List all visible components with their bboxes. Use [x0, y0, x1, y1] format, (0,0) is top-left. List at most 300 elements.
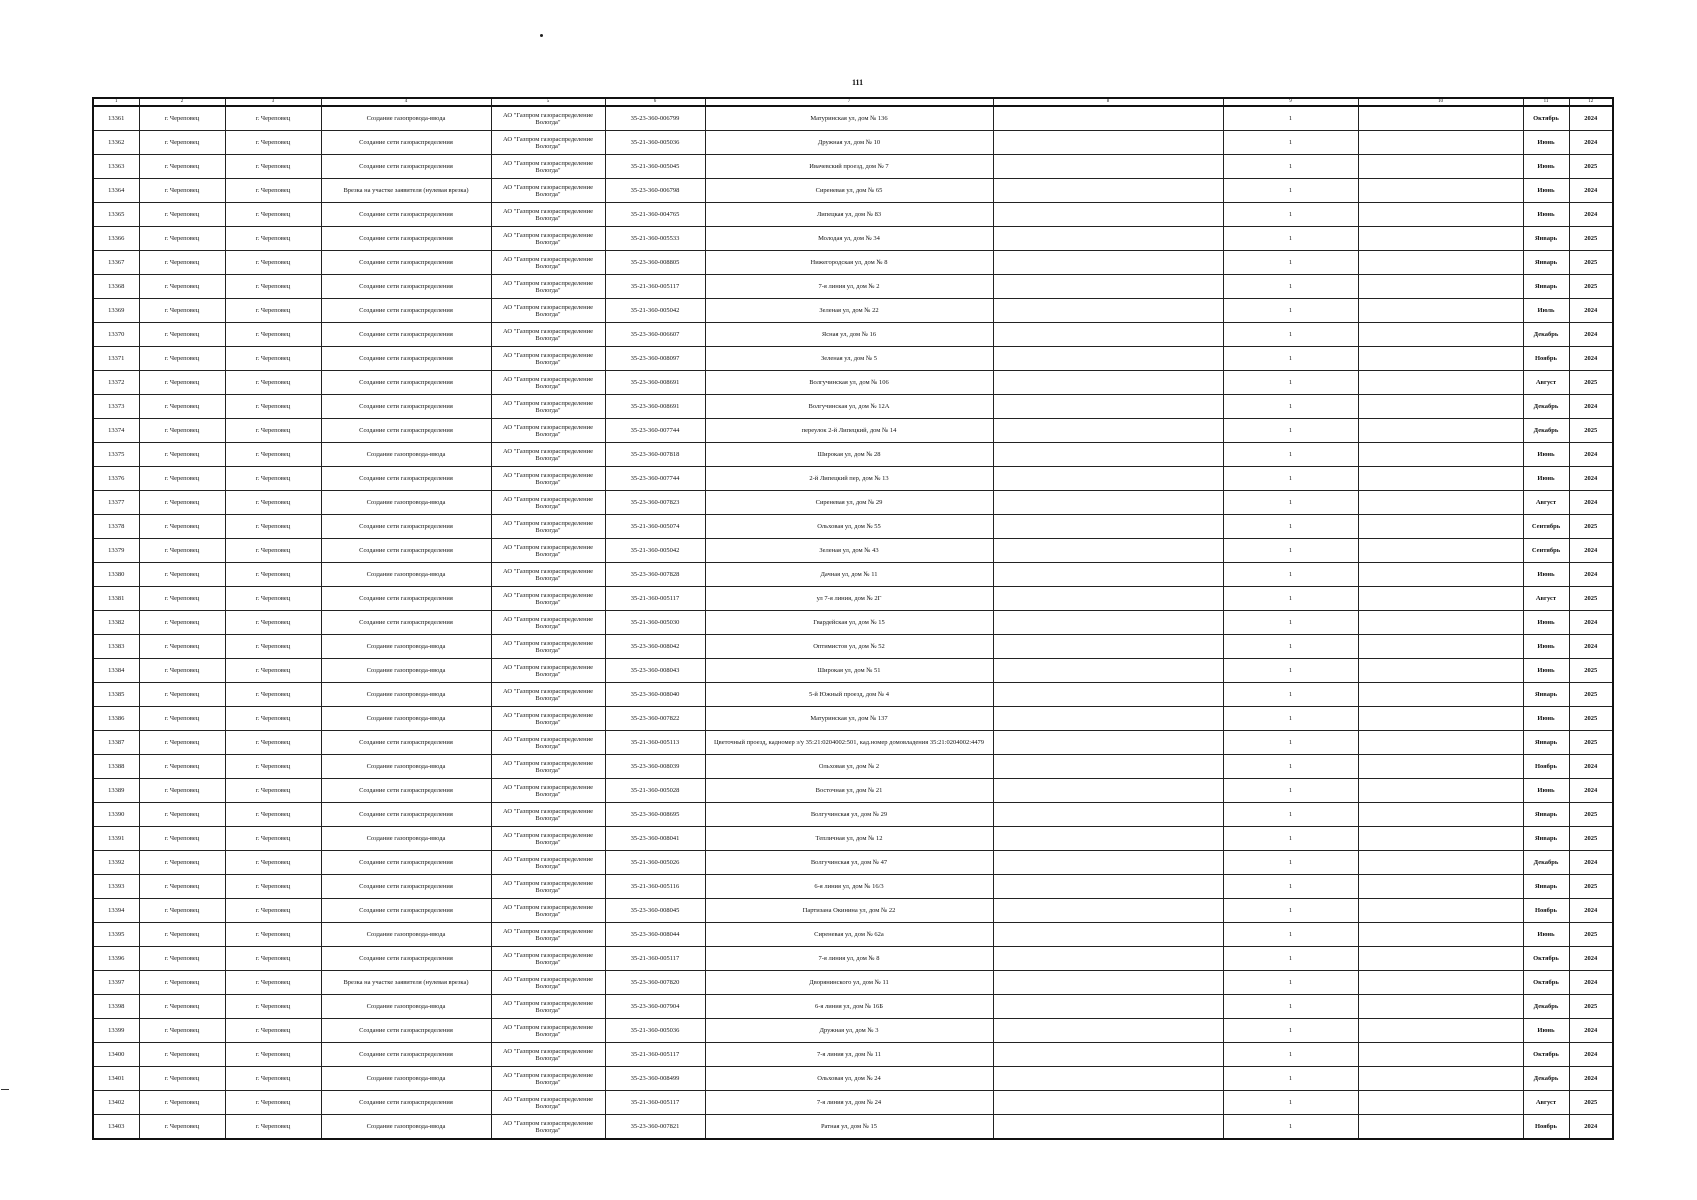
table-cell-month: Октябрь: [1523, 1043, 1569, 1067]
table-cell-district: г. Череповец: [139, 1067, 225, 1091]
table-cell-work-type: Создание газопровода-ввода: [321, 995, 491, 1019]
table-cell-10: [1358, 515, 1523, 539]
table-cell-network-id: 35-21-360-005117: [605, 1043, 705, 1067]
table-cell-month: Июнь: [1523, 467, 1569, 491]
table-cell-work-type: Создание газопровода-ввода: [321, 635, 491, 659]
table-cell-settlement: г. Череповец: [225, 467, 321, 491]
table-cell-index: 13372: [93, 371, 139, 395]
table-cell-8: [993, 203, 1223, 227]
table-cell-month: Январь: [1523, 275, 1569, 299]
table-cell-count: 1: [1223, 539, 1358, 563]
table-cell-network-id: 35-23-360-008041: [605, 827, 705, 851]
table-cell-owner: АО "Газпром газораспределение Вологда": [491, 587, 605, 611]
table-cell-month: Декабрь: [1523, 395, 1569, 419]
table-cell-10: [1358, 419, 1523, 443]
table-cell-address: Широкая ул, дом № 51: [705, 659, 993, 683]
table-cell-work-type: Создание сети газораспределения: [321, 539, 491, 563]
table-cell-10: [1358, 827, 1523, 851]
table-cell-year: 2025: [1569, 1091, 1613, 1115]
table-cell-district: г. Череповец: [139, 755, 225, 779]
table-cell-8: [993, 779, 1223, 803]
table-cell-network-id: 35-23-360-008043: [605, 659, 705, 683]
table-cell-month: Июнь: [1523, 131, 1569, 155]
table-cell-count: 1: [1223, 971, 1358, 995]
table-cell-owner: АО "Газпром газораспределение Вологда": [491, 827, 605, 851]
column-number-6: 6: [605, 98, 705, 106]
table-cell-year: 2024: [1569, 203, 1613, 227]
table-cell-count: 1: [1223, 755, 1358, 779]
table-cell-10: [1358, 347, 1523, 371]
table-cell-8: [993, 1043, 1223, 1067]
table-cell-8: [993, 659, 1223, 683]
table-cell-8: [993, 923, 1223, 947]
table-cell-network-id: 35-23-360-007822: [605, 707, 705, 731]
column-number-4: 4: [321, 98, 491, 106]
table-cell-district: г. Череповец: [139, 1043, 225, 1067]
table-cell-settlement: г. Череповец: [225, 587, 321, 611]
table-cell-settlement: г. Череповец: [225, 299, 321, 323]
table-cell-address: Липецкая ул, дом № 83: [705, 203, 993, 227]
table-cell-address: 7-я линия ул, дом № 8: [705, 947, 993, 971]
table-cell-8: [993, 899, 1223, 923]
table-row: [93, 395, 1613, 419]
table-cell-month: Июнь: [1523, 443, 1569, 467]
table-cell-address: Сиреневая ул, дом № 29: [705, 491, 993, 515]
table-cell-work-type: Создание сети газораспределения: [321, 419, 491, 443]
table-cell-settlement: г. Череповец: [225, 251, 321, 275]
table-cell-address: Цветочный проезд, кадномер з/у 35:21:0204002:501, кад.номер домовладения 35:21:0204002:4479: [705, 731, 993, 755]
table-cell-month: Декабрь: [1523, 419, 1569, 443]
table-cell-work-type: Создание сети газораспределения: [321, 947, 491, 971]
table-cell-index: 13368: [93, 275, 139, 299]
table-cell-settlement: г. Череповец: [225, 1115, 321, 1140]
table-cell-owner: АО "Газпром газораспределение Вологда": [491, 1067, 605, 1091]
table-cell-work-type: Создание сети газораспределения: [321, 227, 491, 251]
table-cell-year: 2025: [1569, 155, 1613, 179]
table-cell-year: 2025: [1569, 731, 1613, 755]
table-row: [93, 731, 1613, 755]
table-cell-district: г. Череповец: [139, 611, 225, 635]
table-cell-index: 13371: [93, 347, 139, 371]
table-cell-10: [1358, 995, 1523, 1019]
table-cell-count: 1: [1223, 203, 1358, 227]
table-cell-work-type: Создание газопровода-ввода: [321, 443, 491, 467]
table-cell-district: г. Череповец: [139, 491, 225, 515]
table-cell-network-id: 35-21-360-005113: [605, 731, 705, 755]
table-cell-year: 2024: [1569, 106, 1613, 131]
table-cell-10: [1358, 443, 1523, 467]
table-cell-count: 1: [1223, 1019, 1358, 1043]
table-cell-10: [1358, 923, 1523, 947]
table-cell-count: 1: [1223, 467, 1358, 491]
table-cell-year: 2025: [1569, 923, 1613, 947]
table-cell-year: 2025: [1569, 707, 1613, 731]
table-cell-owner: АО "Газпром газораспределение Вологда": [491, 106, 605, 131]
table-row: [93, 659, 1613, 683]
table-cell-settlement: г. Череповец: [225, 875, 321, 899]
table-cell-month: Сентябрь: [1523, 515, 1569, 539]
table-cell-8: [993, 491, 1223, 515]
table-cell-month: Июнь: [1523, 203, 1569, 227]
table-cell-owner: АО "Газпром газораспределение Вологда": [491, 611, 605, 635]
table-cell-owner: АО "Газпром газораспределение Вологда": [491, 995, 605, 1019]
table-cell-work-type: Создание сети газораспределения: [321, 251, 491, 275]
table-cell-settlement: г. Череповец: [225, 155, 321, 179]
column-number-1: 1: [93, 98, 139, 106]
table-cell-count: 1: [1223, 635, 1358, 659]
table-cell-owner: АО "Газпром газораспределение Вологда": [491, 755, 605, 779]
table-cell-index: 13383: [93, 635, 139, 659]
table-cell-work-type: Создание сети газораспределения: [321, 875, 491, 899]
table-cell-year: 2024: [1569, 395, 1613, 419]
table-cell-year: 2024: [1569, 779, 1613, 803]
table-cell-district: г. Череповец: [139, 539, 225, 563]
table-cell-8: [993, 467, 1223, 491]
table-cell-work-type: Создание газопровода-ввода: [321, 106, 491, 131]
table-cell-district: г. Череповец: [139, 563, 225, 587]
table-cell-district: г. Череповец: [139, 131, 225, 155]
table-cell-network-id: 35-23-360-006799: [605, 106, 705, 131]
table-cell-address: Ратная ул, дом № 15: [705, 1115, 993, 1140]
table-row: [93, 1115, 1613, 1140]
table-cell-count: 1: [1223, 851, 1358, 875]
column-number-11: 11: [1523, 98, 1569, 106]
table-cell-address: Матуринская ул, дом № 137: [705, 707, 993, 731]
table-cell-count: 1: [1223, 227, 1358, 251]
table-cell-district: г. Череповец: [139, 1019, 225, 1043]
table-cell-8: [993, 275, 1223, 299]
table-row: [93, 275, 1613, 299]
table-cell-work-type: Создание газопровода-ввода: [321, 923, 491, 947]
table-cell-settlement: г. Череповец: [225, 803, 321, 827]
table-cell-address: Дворянинского ул, дом № 11: [705, 971, 993, 995]
table-cell-district: г. Череповец: [139, 923, 225, 947]
table-cell-month: Июнь: [1523, 155, 1569, 179]
table-cell-10: [1358, 683, 1523, 707]
table-cell-month: Июнь: [1523, 611, 1569, 635]
table-cell-settlement: г. Череповец: [225, 731, 321, 755]
table-cell-8: [993, 299, 1223, 323]
table-cell-year: 2024: [1569, 1043, 1613, 1067]
table-cell-work-type: Врезка на участке заявителя (нулевая врезка): [321, 971, 491, 995]
table-cell-8: [993, 635, 1223, 659]
table-cell-owner: АО "Газпром газораспределение Вологда": [491, 563, 605, 587]
table-cell-count: 1: [1223, 1115, 1358, 1140]
table-cell-index: 13400: [93, 1043, 139, 1067]
column-number-7: 7: [705, 98, 993, 106]
table-cell-owner: АО "Газпром газораспределение Вологда": [491, 395, 605, 419]
table-cell-network-id: 35-21-360-005074: [605, 515, 705, 539]
table-cell-address: Нижегородская ул, дом № 8: [705, 251, 993, 275]
table-row: [93, 1019, 1613, 1043]
table-cell-work-type: Создание сети газораспределения: [321, 1043, 491, 1067]
table-cell-address: Ивачевский проезд, дом № 7: [705, 155, 993, 179]
table-cell-8: [993, 419, 1223, 443]
table-cell-index: 13395: [93, 923, 139, 947]
table-cell-index: 13389: [93, 779, 139, 803]
table-cell-district: г. Череповец: [139, 155, 225, 179]
table-cell-month: Июнь: [1523, 563, 1569, 587]
table-cell-network-id: 35-21-360-005042: [605, 299, 705, 323]
table-cell-index: 13361: [93, 106, 139, 131]
table-cell-8: [993, 443, 1223, 467]
table-cell-work-type: Создание сети газораспределения: [321, 347, 491, 371]
table-cell-month: Август: [1523, 491, 1569, 515]
scan-speck: [540, 34, 543, 37]
table-row: [93, 539, 1613, 563]
table-cell-year: 2025: [1569, 419, 1613, 443]
table-cell-index: 13401: [93, 1067, 139, 1091]
table-cell-district: г. Череповец: [139, 947, 225, 971]
table-cell-work-type: Создание сети газораспределения: [321, 851, 491, 875]
table-cell-8: [993, 1115, 1223, 1140]
table-cell-settlement: г. Череповец: [225, 106, 321, 131]
table-cell-owner: АО "Газпром газораспределение Вологда": [491, 851, 605, 875]
table-cell-10: [1358, 803, 1523, 827]
table-cell-work-type: Врезка на участке заявителя (нулевая врезка): [321, 179, 491, 203]
table-cell-work-type: Создание сети газораспределения: [321, 803, 491, 827]
table-cell-year: 2024: [1569, 491, 1613, 515]
table-cell-network-id: 35-21-360-005028: [605, 779, 705, 803]
table-cell-work-type: Создание газопровода-ввода: [321, 491, 491, 515]
table-row: [93, 923, 1613, 947]
table-cell-count: 1: [1223, 515, 1358, 539]
table-cell-8: [993, 539, 1223, 563]
table-cell-work-type: Создание сети газораспределения: [321, 515, 491, 539]
table-cell-settlement: г. Череповец: [225, 395, 321, 419]
table-body: [93, 106, 1613, 1139]
table-cell-settlement: г. Череповец: [225, 131, 321, 155]
table-cell-count: 1: [1223, 611, 1358, 635]
table-cell-owner: АО "Газпром газораспределение Вологда": [491, 203, 605, 227]
table-cell-work-type: Создание сети газораспределения: [321, 467, 491, 491]
table-cell-network-id: 35-21-360-005026: [605, 851, 705, 875]
table-cell-owner: АО "Газпром газораспределение Вологда": [491, 539, 605, 563]
table-cell-10: [1358, 971, 1523, 995]
table-cell-district: г. Череповец: [139, 443, 225, 467]
table-cell-index: 13376: [93, 467, 139, 491]
table-cell-address: 7-я линия ул, дом № 2: [705, 275, 993, 299]
table-cell-10: [1358, 299, 1523, 323]
column-number-5: 5: [491, 98, 605, 106]
table-cell-index: 13364: [93, 179, 139, 203]
table-cell-count: 1: [1223, 1091, 1358, 1115]
table-cell-count: 1: [1223, 275, 1358, 299]
table-cell-count: 1: [1223, 443, 1358, 467]
table-cell-address: Волгучинская ул, дом № 106: [705, 371, 993, 395]
table-cell-district: г. Череповец: [139, 323, 225, 347]
table-cell-10: [1358, 227, 1523, 251]
table-cell-work-type: Создание газопровода-ввода: [321, 755, 491, 779]
table-cell-owner: АО "Газпром газораспределение Вологда": [491, 1115, 605, 1140]
table-cell-10: [1358, 899, 1523, 923]
table-cell-count: 1: [1223, 1067, 1358, 1091]
table-cell-count: 1: [1223, 106, 1358, 131]
table-cell-district: г. Череповец: [139, 707, 225, 731]
table-cell-address: Сиреневая ул, дом № 62а: [705, 923, 993, 947]
table-cell-district: г. Череповец: [139, 659, 225, 683]
table-cell-owner: АО "Газпром газораспределение Вологда": [491, 923, 605, 947]
table-cell-count: 1: [1223, 731, 1358, 755]
table-cell-month: Январь: [1523, 251, 1569, 275]
table-cell-index: 13399: [93, 1019, 139, 1043]
table-cell-count: 1: [1223, 299, 1358, 323]
table-cell-address: Сиреневая ул, дом № 65: [705, 179, 993, 203]
table-cell-10: [1358, 659, 1523, 683]
table-cell-10: [1358, 563, 1523, 587]
page-number: 111: [852, 78, 864, 87]
table-cell-work-type: Создание сети газораспределения: [321, 323, 491, 347]
table-cell-settlement: г. Череповец: [225, 779, 321, 803]
table-cell-address: Гвардейская ул, дом № 15: [705, 611, 993, 635]
table-cell-month: Декабрь: [1523, 851, 1569, 875]
table-cell-index: 13397: [93, 971, 139, 995]
table-cell-network-id: 35-23-360-008042: [605, 635, 705, 659]
table-cell-address: Дружная ул, дом № 10: [705, 131, 993, 155]
table-row: [93, 947, 1613, 971]
table-cell-settlement: г. Череповец: [225, 539, 321, 563]
table-row: [93, 1043, 1613, 1067]
table-cell-district: г. Череповец: [139, 227, 225, 251]
table-cell-owner: АО "Газпром газораспределение Вологда": [491, 131, 605, 155]
column-number-12: 12: [1569, 98, 1613, 106]
table-cell-owner: АО "Газпром газораспределение Вологда": [491, 899, 605, 923]
table-cell-settlement: г. Череповец: [225, 515, 321, 539]
table-cell-month: Июль: [1523, 299, 1569, 323]
table-cell-10: [1358, 155, 1523, 179]
table-cell-8: [993, 803, 1223, 827]
column-number-8: 8: [993, 98, 1223, 106]
table-cell-work-type: Создание сети газораспределения: [321, 731, 491, 755]
table-cell-district: г. Череповец: [139, 419, 225, 443]
table-cell-month: Июнь: [1523, 635, 1569, 659]
table-cell-network-id: 35-23-360-008040: [605, 683, 705, 707]
table-cell-8: [993, 683, 1223, 707]
table-cell-10: [1358, 395, 1523, 419]
table-cell-owner: АО "Газпром газораспределение Вологда": [491, 779, 605, 803]
table-cell-district: г. Череповец: [139, 779, 225, 803]
table-cell-work-type: Создание сети газораспределения: [321, 155, 491, 179]
table-cell-settlement: г. Череповец: [225, 323, 321, 347]
table-cell-index: 13365: [93, 203, 139, 227]
table-cell-8: [993, 515, 1223, 539]
table-cell-year: 2025: [1569, 251, 1613, 275]
table-cell-settlement: г. Череповец: [225, 443, 321, 467]
table-cell-year: 2024: [1569, 467, 1613, 491]
table-row: [93, 155, 1613, 179]
table-row: [93, 899, 1613, 923]
table-row: [93, 203, 1613, 227]
table-cell-8: [993, 251, 1223, 275]
table-cell-network-id: 35-21-360-005045: [605, 155, 705, 179]
column-number-row: [93, 98, 1613, 106]
table-cell-owner: АО "Газпром газораспределение Вологда": [491, 515, 605, 539]
table-cell-10: [1358, 106, 1523, 131]
table-cell-10: [1358, 371, 1523, 395]
table-cell-year: 2024: [1569, 131, 1613, 155]
table-cell-8: [993, 755, 1223, 779]
table-cell-year: 2024: [1569, 1067, 1613, 1091]
table-cell-8: [993, 347, 1223, 371]
table-cell-10: [1358, 275, 1523, 299]
table-cell-index: 13398: [93, 995, 139, 1019]
table-cell-settlement: г. Череповец: [225, 275, 321, 299]
table-cell-network-id: 35-23-360-007821: [605, 1115, 705, 1140]
table-cell-district: г. Череповец: [139, 467, 225, 491]
table-cell-district: г. Череповец: [139, 587, 225, 611]
table-cell-8: [993, 875, 1223, 899]
table-cell-work-type: Создание сети газораспределения: [321, 1019, 491, 1043]
table-cell-index: 13379: [93, 539, 139, 563]
table-cell-address: 6-я линия ул, дом № 16Б: [705, 995, 993, 1019]
table-cell-district: г. Череповец: [139, 1091, 225, 1115]
table-cell-month: Сентябрь: [1523, 539, 1569, 563]
table-cell-index: 13380: [93, 563, 139, 587]
table-cell-index: 13382: [93, 611, 139, 635]
table-cell-month: Январь: [1523, 227, 1569, 251]
table-cell-settlement: г. Череповец: [225, 635, 321, 659]
table-cell-network-id: 35-23-360-008097: [605, 347, 705, 371]
table-cell-district: г. Череповец: [139, 299, 225, 323]
table-cell-network-id: 35-23-360-007828: [605, 563, 705, 587]
table-cell-index: 13388: [93, 755, 139, 779]
table-cell-index: 13385: [93, 683, 139, 707]
table-cell-year: 2024: [1569, 635, 1613, 659]
table-cell-index: 13378: [93, 515, 139, 539]
table-cell-count: 1: [1223, 707, 1358, 731]
table-cell-count: 1: [1223, 323, 1358, 347]
table-cell-year: 2025: [1569, 515, 1613, 539]
table-cell-network-id: 35-23-360-008039: [605, 755, 705, 779]
table-cell-month: Декабрь: [1523, 995, 1569, 1019]
table-cell-10: [1358, 251, 1523, 275]
table-cell-count: 1: [1223, 899, 1358, 923]
table-cell-address: Дружная ул, дом № 3: [705, 1019, 993, 1043]
table-cell-owner: АО "Газпром газораспределение Вологда": [491, 707, 605, 731]
table-cell-work-type: Создание сети газораспределения: [321, 131, 491, 155]
table-cell-settlement: г. Череповец: [225, 947, 321, 971]
table-cell-network-id: 35-23-360-007744: [605, 419, 705, 443]
table-cell-network-id: 35-23-360-008805: [605, 251, 705, 275]
table-cell-settlement: г. Череповец: [225, 203, 321, 227]
table-cell-settlement: г. Череповец: [225, 995, 321, 1019]
table-cell-month: Август: [1523, 1091, 1569, 1115]
table-cell-10: [1358, 179, 1523, 203]
table-cell-8: [993, 707, 1223, 731]
table-cell-month: Ноябрь: [1523, 347, 1569, 371]
table-cell-district: г. Череповец: [139, 515, 225, 539]
table-cell-year: 2024: [1569, 1019, 1613, 1043]
table-cell-network-id: 35-23-360-007744: [605, 467, 705, 491]
table-cell-network-id: 35-21-360-005117: [605, 1091, 705, 1115]
table-cell-address: 7-я линия ул, дом № 24: [705, 1091, 993, 1115]
table-cell-address: Матуринская ул, дом № 136: [705, 106, 993, 131]
table-cell-settlement: г. Череповец: [225, 419, 321, 443]
table-cell-8: [993, 1091, 1223, 1115]
table-cell-count: 1: [1223, 563, 1358, 587]
column-number-2: 2: [139, 98, 225, 106]
table-cell-work-type: Создание газопровода-ввода: [321, 1115, 491, 1140]
table-cell-8: [993, 731, 1223, 755]
table-cell-month: Январь: [1523, 875, 1569, 899]
table-cell-month: Январь: [1523, 731, 1569, 755]
table-row: [93, 755, 1613, 779]
table-cell-count: 1: [1223, 179, 1358, 203]
table-cell-district: г. Череповец: [139, 731, 225, 755]
table-cell-network-id: 35-21-360-005116: [605, 875, 705, 899]
table-cell-index: 13362: [93, 131, 139, 155]
table-cell-settlement: г. Череповец: [225, 851, 321, 875]
